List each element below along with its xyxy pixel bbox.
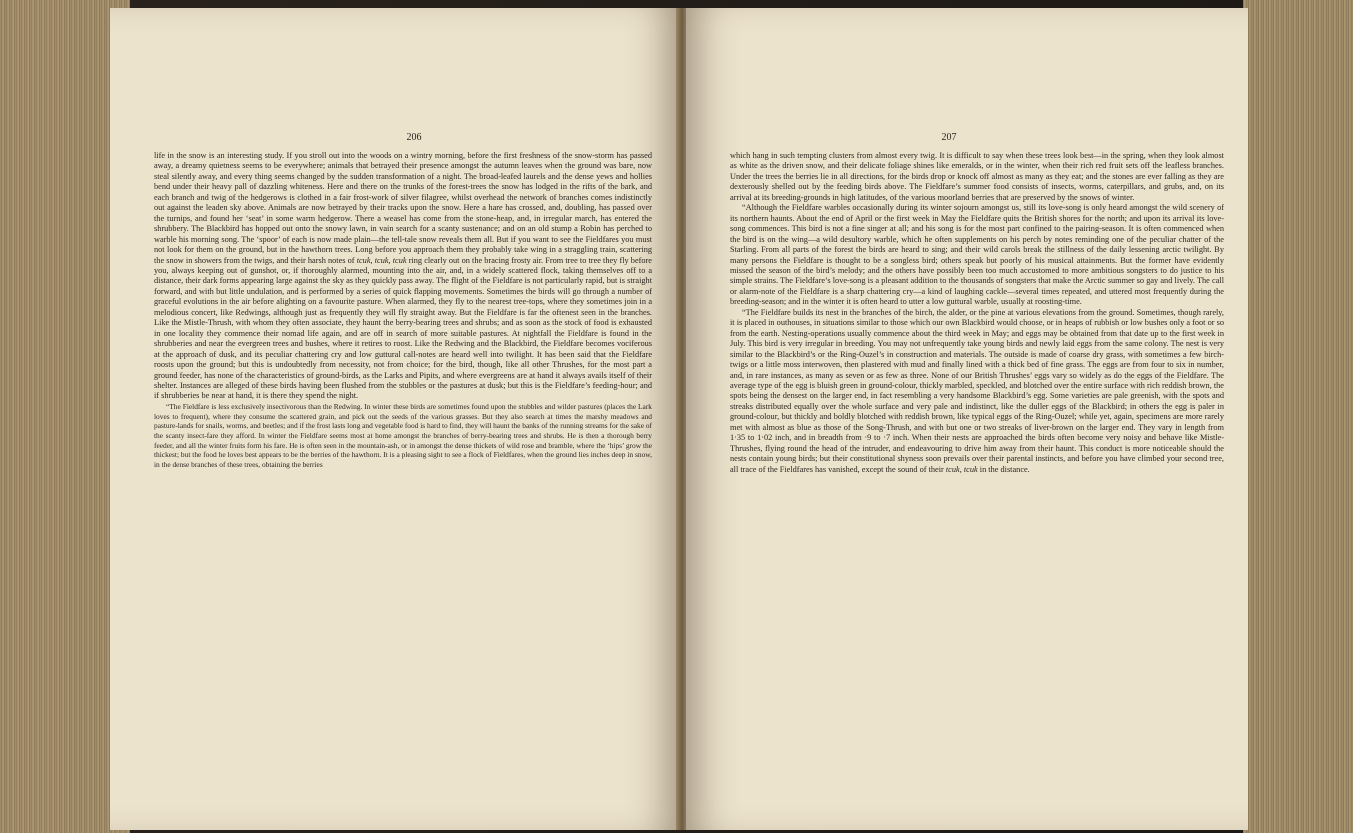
left-paragraph-2: “The Fieldfare is less exclusively insectivorous than the Redwing. In winter these birds are sometimes found upon the stubbles and wilder pastures (places the Lark loves to frequent), where they consume the scattered grain, and pick out the seeds of the various grasses. But they also search at times the marshy meadows and pasture-lands for snails, worms, and beetles; and if the frost lasts long and vegetable food is hard to find, they will haunt the banks of the running streams for the sake of the scanty insect-fare they afford. In winter the Fieldfare seems most at home amongst the branches of berry-bearing trees and shrubs. He is then a thorough berry feeder, and all the winter fruits form his fare. He is often seen in the mountain-ash, or in amongst the dense thickets of wild rose and bramble, where the ‘hips’ grow the thickest; but the food he loves best appears to be the berries of the hawthorn. It is a pleasing sight to see a flock of Fieldfares, when the ground lies inches deep in snow, in the dense branches of these trees, obtaining the berries xyxy=(154,401,652,470)
left-paragraph-1: life in the snow is an interesting study. If you stroll out into the woods on a wintry morning, before the first freshness of the snow-storm has passed away, a dreamy quietness seems to be everywhere; animals that betrayed their presence amongst the autumn leaves when the ground was bare, now steal silently away, and every thing seems changed by the sudden transformation of a night. The broad-leafed laurels and the dense yews and hollies bend under their heavy pall of dazzling whiteness. Here and there on the trunks of the forest-trees the snow has lodged in the rifts of the bark, and each branch and twig of the hedgerows is clothed in a fair frost-work of silver filagree, whilst overhead the network of branches comes indistinctly out against the leaden sky above. Animals are now betrayed by their tracks upon the snow. Here a hare has crossed, and, doubling, has passed over the turnips, and found her ‘seat’ in some warm hedgerow. There a weasel has come from the stone-heap, and, in irregular march, has entered the shrubbery. The Blackbird has hopped out onto the snowy lawn, in vain search for a scanty sustenance; and on an old stump a Robin has perched to warble his morning song. The ‘spoor’ of each is now made plain—the tell-tale snow reveals them all. But if you want to see the Fieldfares you must not look for them on the ground, but in the hawthorn trees. Long before you approach them they probably take wing in a straggling train, scattering the snow in showers from the twigs, and their harsh notes of tcuk, tcuk, tcuk ring clearly out on the bracing frosty air. From tree to tree they fly before you, always keeping out of gunshot, or, if thoroughly alarmed, mounting into the air, and, in a widely scattered flock, taking themselves off to a distance, their dark forms appearing large against the sky as they quickly pass away. The flight of the Fieldfare is not particularly rapid, but is straight forward, and with but little undulation, and is performed by a series of quick flapping movements. Sometimes the birds will go through a number of graceful evolutions in the air before alighting on a favourite pasture. When alarmed, they fly to the nearest tree-tops, where they sometimes join in a melodious concert, like Redwings, although just as frequently they will fly straight away. But the Fieldfare is far the oftenest seen in the branches. Like the Mistle-Thrush, with whom they often associate, they haunt the berry-bearing trees and shrubs; and as soon as the stock of food is exhausted in one locality they commence their nomad life again, and are off in search of more suitable pastures. At nightfall the Fieldfare is found in the shrubberies and near the evergreen trees and bushes, where it retires to roost. Like the Redwing and the Blackbird, the Fieldfare becomes vociferous at the approach of dusk, and its peculiar chattering cry and low guttural call-notes are heard well into twilight. It has been said that the Fieldfare roosts upon the ground; but this is undoubtedly from necessity, not from choice; for the bird, though, like all other Thrushes, for the most part a ground feeder, has none of the characteristics of ground-birds, as the Larks and Pipits, and where evergreens are at hand it always avails itself of their shelter. Instances are alleged of these birds having been flushed from the stubbles or the pastures at dusk; but this is the Fieldfare’s feeding-hour; and if shrubberies be near at hand, it is there they spend the night. xyxy=(154,151,652,401)
right-paragraph-1: which hang in such tempting clusters from almost every twig. It is difficult to say when these trees look best—in the spring, when they look almost as white as the driven snow, and their delicate foliage shines like emeralds, or in the winter, when their rich red fruit sets off the leafless branches. Under the trees the berries lie in all directions, for the birds drop or knock off almost as many as they eat; and the stones are ever falling as they are dexterously shelled out by the feeding birds above. The Fieldfare’s summer food consists of insects, worms, caterpillars, and grubs, and, on its arrival at its breeding-grounds in high latitudes, of the various moorland berries that are preserved by the snows of winter. xyxy=(730,151,1224,202)
left-page xyxy=(110,8,678,830)
right-paragraph-3: “The Fieldfare builds its nest in the branches of the birch, the alder, or the pine at various elevations from the ground. Sometimes, though rarely, it is placed in outhouses, in situations similar to those which our own Blackbird would choose, or in heaps of rubbish or low bushes only a foot or so from the earth. Nesting-operations usually commence about the third week in May; and eggs may be obtained from that date up to the first week in July. This bird is very irregular in breeding. You may not unfrequently take young birds and newly laid eggs from the same colony. The nest is very similar to the Blackbird’s or the Ring-Ouzel’s in construction and materials. The outside is made of coarse dry grass, with sometimes a few birch-twigs or a little moss interwoven, then plastered with mud and finally lined with a thick bed of fine grass. The eggs are from four to six in number, and, in rare instances, as many as seven or as few as three. None of our British Thrushes’ eggs vary so widely as do the eggs of the Fieldfare. The average type of the egg is bluish green in ground-colour, thickly marbled, speckled, and blotched over the entire surface with rich reddish brown, the spots being the densest on the larger end, in fact resembling a very handsome Blackbird’s egg. Some varieties are pale greenish, with the spots and streaks distributed equally over the whole surface and very pale and indistinct, like the duller eggs of the Blackbird; in others the egg is paler in ground-colour, but thickly and boldly blotched with reddish brown, like typical eggs of the Ring-Ouzel; while yet, again, specimens are more rarely met with almost as blue as those of the Song-Thrush, and with but one or two streaks of liver-brown on the larger end. They vary in length from 1·35 to 1·02 inch, and in breadth from ·9 to ·7 inch. When their nests are approached the birds often become very noisy and behave like Mistle-Thrushes, flying round the head of the intruder, and endeavouring to drive him away from their haunt. This conduct is more noticeable should the nests contain young birds; but their constitutional shyness soon prevails over their parental instincts, and before you have climbed your second tree, all trace of the Fieldfares has vanished, except the sound of their tcuk, tcuk in the distance. xyxy=(730,307,1224,474)
left-page-text xyxy=(154,151,652,470)
right-paragraph-2: “Although the Fieldfare warbles occasionally during its winter sojourn amongst us, still its love-song is only heard amongst the wild scenery of its northern haunts. About the end of April or the first week in May the Fieldfare quits the British shores for the north; and upon its arrival its love-song commences. This bird is not a fine singer at all; and his song is for the most part confined to the pairing-season. It is often commenced when the bird is on the wing—a wild desultory warble, which he often supplements on his perch by notes reminding one of the peculiar chatter of the Starling. From all parts of the forest the birds are heard to sing; and their wild carols break the stillness of the daily lessening arctic twilight. By many persons the Fieldfare is thought to be a songless bird; others speak but poorly of his musical attainments. But the former have evidently missed the season of the bird’s melody; and the others have possibly been too much accustomed to more ambitious songsters to do justice to his simple strains. The Fieldfare’s love-song is a pleasant addition to the thousands of songsters that make the Arctic summer so gay and lively. The call or alarm-note of the Fieldfare is a sharp chattering cry—a kind of laughing cackle—several times repeated, and uttered most frequently during the breeding-season; and in the winter it is often heard to utter a low guttural warble, usually at roosting-time. xyxy=(730,203,1224,307)
page-number-left: 206 xyxy=(406,132,422,143)
right-page xyxy=(686,8,1248,830)
right-page-text xyxy=(730,151,1224,475)
page-number-right: 207 xyxy=(941,132,957,143)
page-edges-right xyxy=(1243,0,1353,833)
